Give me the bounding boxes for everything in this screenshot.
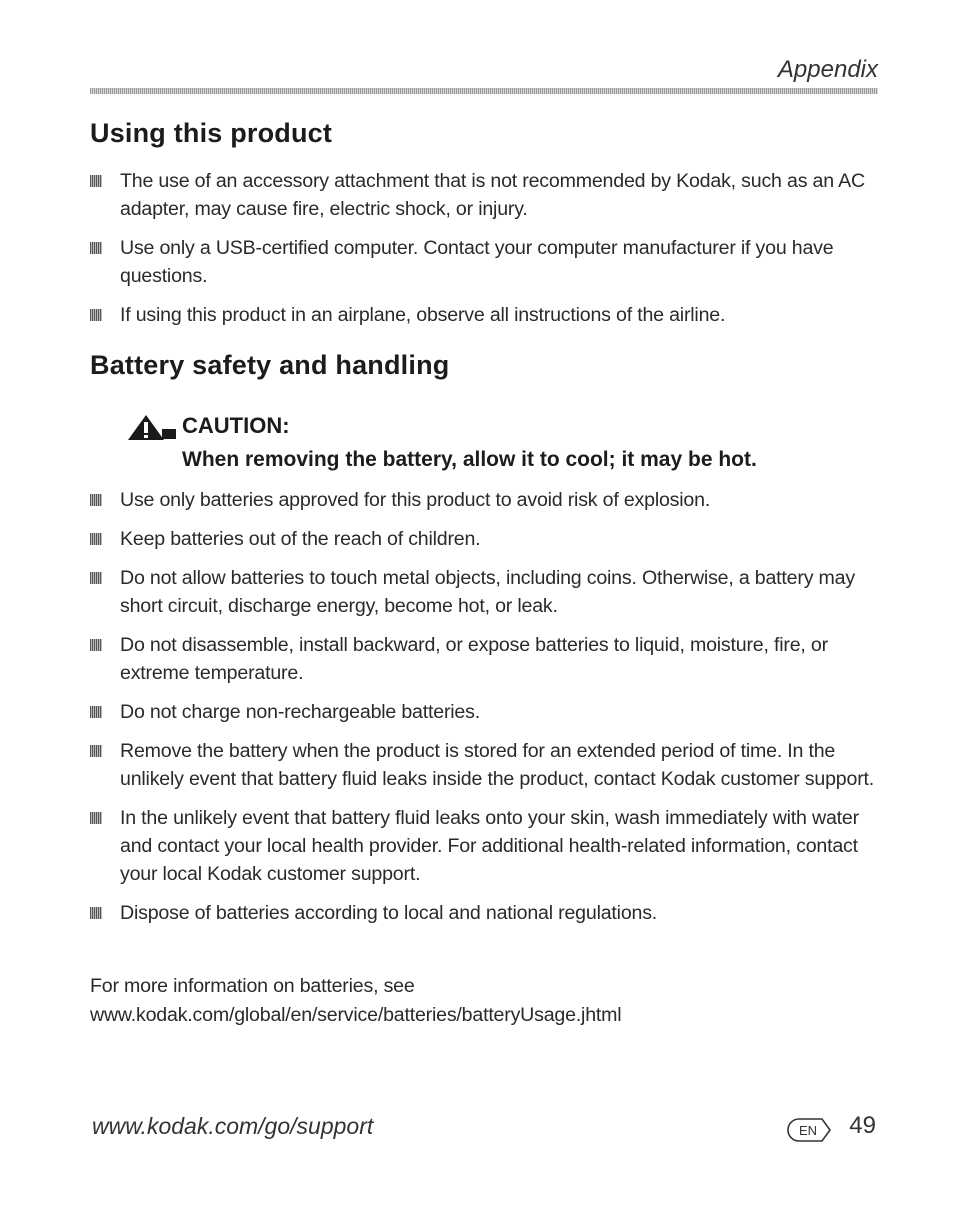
footer-support-link[interactable]: www.kodak.com/go/support — [92, 1113, 374, 1139]
list-item-text: Do not disassemble, install backward, or expose batteries to liquid, moisture, fire, or extreme temperature. — [120, 634, 828, 684]
en-badge-icon — [786, 1117, 832, 1143]
square-bullet-icon — [90, 812, 102, 824]
heading-using-product: Using this product — [90, 118, 333, 148]
list-item — [90, 737, 884, 793]
list-item-text: Use only batteries approved for this product to avoid risk of explosion. — [120, 489, 711, 511]
caution-text: When removing the battery, allow it to cool; it may be hot. — [182, 448, 757, 471]
list-item-text: Keep batteries out of the reach of children. — [120, 528, 481, 550]
list-item-text: The use of an accessory attachment that is not recommended by Kodak, such as an AC adapter, may cause fire, electric shock, or injury. — [120, 170, 865, 220]
caution-label: CAUTION: — [182, 413, 290, 438]
square-bullet-icon — [90, 494, 102, 506]
battery-usage-link[interactable]: www.kodak.com/global/en/service/batteries/batteryUsage.jhtml — [90, 1004, 622, 1026]
list-item-text: Do not charge non-rechargeable batteries. — [120, 701, 480, 723]
square-bullet-icon — [90, 639, 102, 651]
list-item-text: Use only a USB-certified computer. Contact your computer manufacturer if you have questions. — [120, 237, 834, 287]
list-item — [90, 167, 884, 223]
more-info-paragraph — [90, 972, 621, 1030]
heading-battery-safety: Battery safety and handling — [90, 350, 450, 380]
list-item — [90, 698, 884, 726]
list-item — [90, 564, 884, 620]
square-bullet-icon — [90, 745, 102, 757]
page-number: 49 — [849, 1112, 876, 1139]
more-info-text: For more information on batteries, see — [90, 975, 415, 997]
square-bullet-icon — [90, 706, 102, 718]
list-item — [90, 899, 884, 927]
square-bullet-icon — [90, 175, 102, 187]
list-item-text: Do not allow batteries to touch metal objects, including coins. Otherwise, a battery may short circuit, discharge energy, become hot, or leak. — [120, 567, 855, 617]
square-bullet-icon — [90, 242, 102, 254]
list-item — [90, 525, 884, 553]
list-item-text: In the unlikely event that battery fluid leaks onto your skin, wash immediately with water and contact your local health provider. For additional health-related information, contact your local Kodak customer support. — [120, 807, 859, 885]
list-item — [90, 486, 884, 514]
header-rule — [90, 88, 878, 94]
list-item-text: Remove the battery when the product is stored for an extended period of time. In the unlikely event that battery fluid leaks inside the product, contact Kodak customer support. — [120, 740, 875, 790]
language-badge-text: EN — [798, 1123, 818, 1138]
using-product-list — [90, 167, 884, 340]
list-item — [90, 631, 884, 687]
square-bullet-icon — [90, 572, 102, 584]
battery-safety-list — [90, 486, 884, 938]
square-bullet-icon — [90, 533, 102, 545]
page-header-section: Appendix — [777, 56, 878, 83]
list-item — [90, 301, 884, 329]
square-bullet-icon — [90, 907, 102, 919]
warning-triangle-icon — [126, 413, 176, 441]
list-item — [90, 234, 884, 290]
square-bullet-icon — [90, 309, 102, 321]
list-item-text: Dispose of batteries according to local and national regulations. — [120, 902, 658, 924]
list-item — [90, 804, 884, 888]
list-item-text: If using this product in an airplane, observe all instructions of the airline. — [120, 304, 726, 326]
